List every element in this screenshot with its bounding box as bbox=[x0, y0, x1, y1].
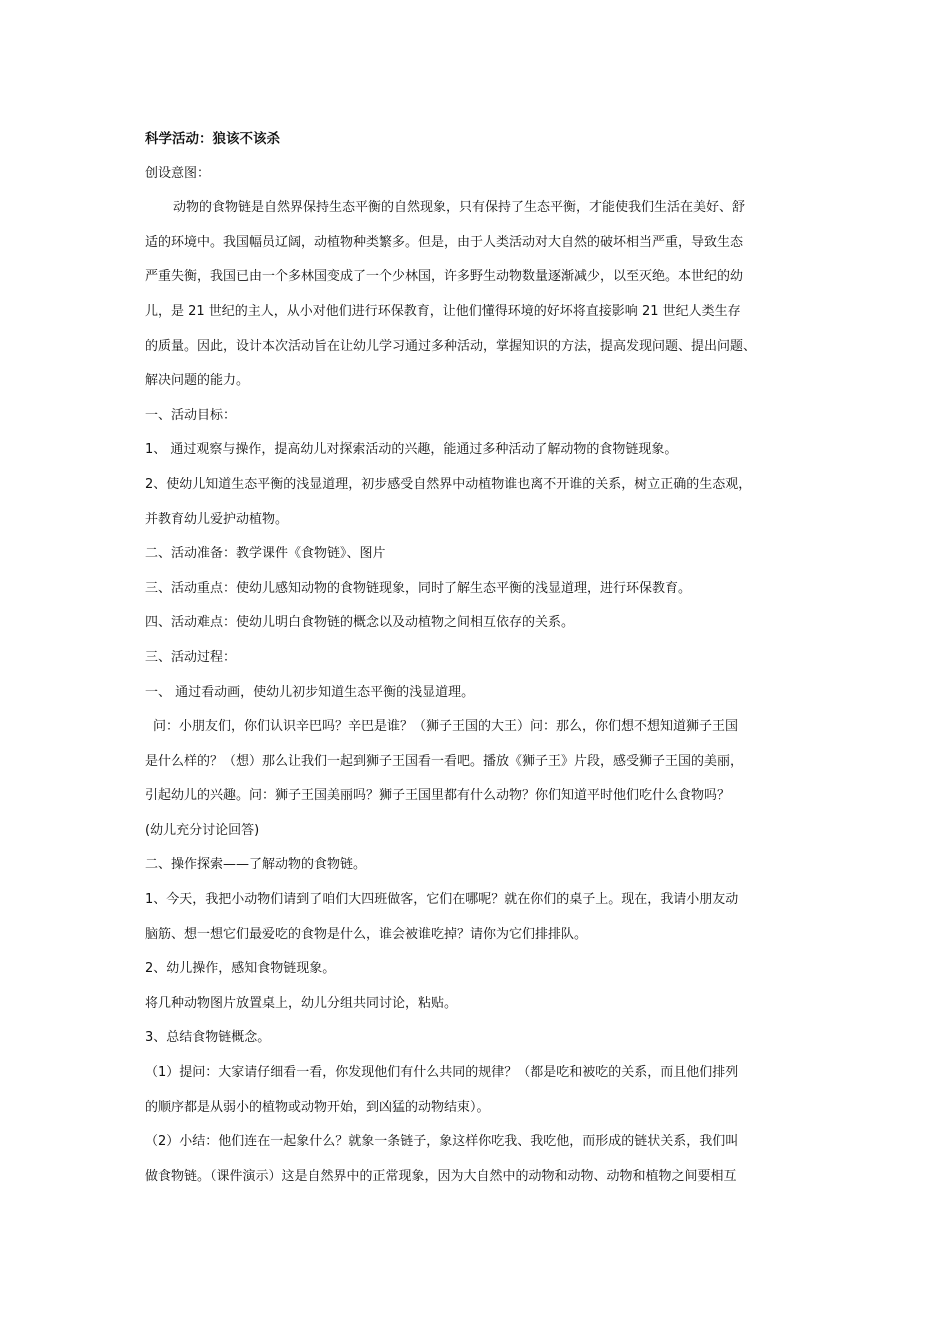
section-key-points: 三、活动重点：使幼儿感知动物的食物链现象，同时了解生态平衡的浅显道理，进行环保教育。 bbox=[145, 580, 692, 596]
section-heading-process: 三、活动过程： bbox=[145, 649, 237, 665]
paragraph-line: （1）提问：大家请仔细看一看，你发现他们有什么共同的规律？（都是吃和被吃的关系，而且他们排列 bbox=[145, 1065, 739, 1081]
goal-item-1: 1、 通过观察与操作，提高幼儿对探索活动的兴趣，能通过多种活动了解动物的食物链现象。 bbox=[145, 442, 678, 458]
paragraph-line: 是什么样的？（想）那么让我们一起到狮子王国看一看吧。播放《狮子王》片段，感受狮子王国的美丽， bbox=[145, 753, 744, 769]
paragraph-line: 的顺序都是从弱小的植物或动物开始，到凶猛的动物结束）。 bbox=[145, 1099, 490, 1115]
process-step-2: 二、操作探索——了解动物的食物链。 bbox=[145, 857, 367, 873]
goal-item-2-cont: 并教育幼儿爱护动植物。 bbox=[145, 511, 289, 527]
section-label-design-intent: 创设意图： bbox=[145, 165, 211, 181]
paragraph-line: 引起幼儿的兴趣。问：狮子王国美丽吗？狮子王国里都有什么动物？你们知道平时他们吃什么食物吗？ bbox=[145, 788, 731, 804]
paragraph-line: 脑筋、想一想它们最爱吃的食物是什么，谁会被谁吃掉？请你为它们排排队。 bbox=[145, 926, 588, 942]
section-preparation: 二、活动准备：教学课件《食物链》、图片 bbox=[145, 546, 386, 562]
section-heading-goals: 一、活动目标： bbox=[145, 407, 237, 423]
paragraph-line: 做食物链。（课件演示）这是自然界中的正常现象，因为大自然中的动物和动物、动物和植物之间要相互 bbox=[145, 1168, 737, 1184]
paragraph-line: （2）小结：他们连在一起象什么？就象一条链子，象这样你吃我、我吃他，而形成的链状关系，我们叫 bbox=[145, 1134, 739, 1150]
paragraph-line: (幼儿充分讨论回答) bbox=[145, 822, 260, 838]
goal-item-2: 2、使幼儿知道生态平衡的浅显道理，初步感受自然界中动植物谁也离不开谁的关系，树立正确的生态观， bbox=[145, 476, 752, 492]
document-title: 科学活动：狼该不该杀 bbox=[145, 131, 280, 147]
paragraph-line: 动物的食物链是自然界保持生态平衡的自然现象，只有保持了生态平衡，才能使我们生活在美好、舒 bbox=[173, 200, 746, 216]
process-step-1: 一、 通过看动画，使幼儿初步知道生态平衡的浅显道理。 bbox=[145, 684, 475, 700]
paragraph-line: 解决问题的能力。 bbox=[145, 373, 250, 389]
document-body bbox=[145, 122, 817, 1194]
paragraph-line: 的质量。因此，设计本次活动旨在让幼儿学习通过多种活动，掌握知识的方法，提高发现问题、提出问题、 bbox=[145, 338, 757, 354]
paragraph-line: 问：小朋友们，你们认识辛巴吗？辛巴是谁？（狮子王国的大王）问：那么，你们想不想知道狮子王国 bbox=[153, 719, 739, 735]
paragraph-line: 将几种动物图片放置桌上，幼儿分组共同讨论，粘贴。 bbox=[145, 995, 458, 1011]
paragraph-line: 3、总结食物链概念。 bbox=[145, 1030, 271, 1046]
paragraph-line: 2、幼儿操作，感知食物链现象。 bbox=[145, 961, 336, 977]
paragraph-line: 严重失衡，我国已由一个多林国变成了一个少林国，许多野生动物数量逐渐减少，以至灭绝。本世纪的幼 bbox=[145, 269, 744, 285]
section-difficulties: 四、活动难点：使幼儿明白食物链的概念以及动植物之间相互依存的关系。 bbox=[145, 615, 575, 631]
paragraph-line: 儿，是 21 世纪的主人，从小对他们进行环保教育，让他们懂得环境的好坏将直接影响 21 世纪人类生存 bbox=[145, 303, 741, 319]
paragraph-line: 1、今天，我把小动物们请到了咱们大四班做客，它们在哪呢？就在你们的桌子上。现在，我请小朋友动 bbox=[145, 892, 739, 908]
paragraph-line: 适的环境中。我国幅员辽阔，动植物种类繁多。但是，由于人类活动对大自然的破坏相当严重，导致生态 bbox=[145, 234, 744, 250]
